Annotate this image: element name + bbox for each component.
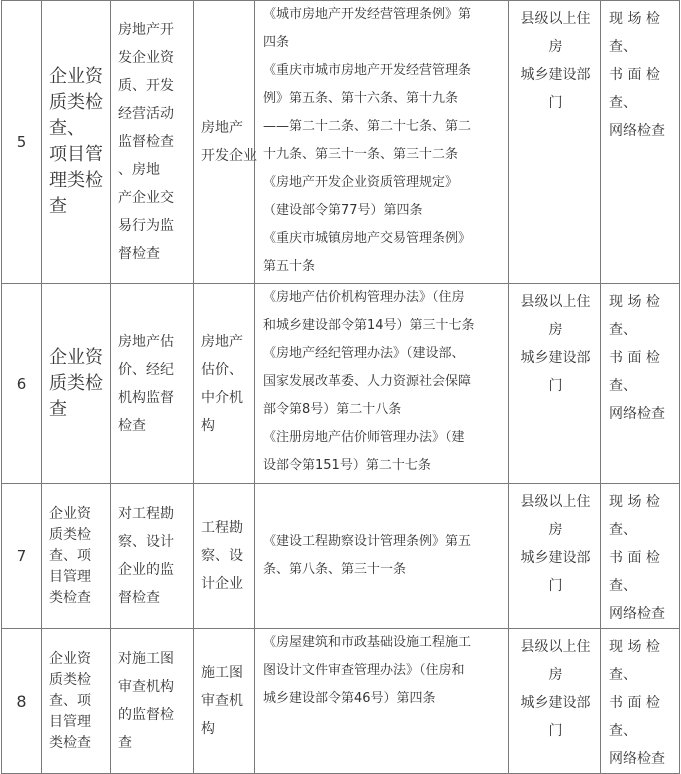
- check-category-line: 理类检: [49, 170, 103, 191]
- row-number: 8: [2, 629, 42, 774]
- check-category-line: 查、: [49, 118, 85, 139]
- legal-basis-line: 和城乡建设部令第14号）第三十七条: [263, 318, 475, 333]
- check-category: [42, 629, 111, 774]
- check-item: [111, 1, 194, 284]
- check-object-line: 房地产: [201, 120, 243, 136]
- check-object-line: 计企业: [201, 576, 243, 592]
- check-method-line: 网络检查: [609, 751, 665, 767]
- legal-basis-line: 例》第五条、第十六条、第十九条: [263, 91, 459, 106]
- check-item-line: 发企业资: [118, 50, 174, 66]
- check-category-line: 质类检: [49, 671, 91, 688]
- check-item-line: 察、设计: [118, 534, 174, 550]
- row-number: 7: [2, 484, 42, 629]
- legal-basis-line: 条、第八条、第三十一条: [263, 562, 407, 577]
- check-item: [111, 284, 194, 484]
- legal-basis-line: 城乡建设部令第46号）第四条: [263, 691, 436, 706]
- check-item-line: 检查: [118, 417, 146, 434]
- check-category-line: 类检查: [49, 734, 91, 751]
- check-department: [509, 629, 601, 774]
- legal-basis-line: 设部令第151号）第二十七条: [263, 458, 431, 473]
- check-object-line: 工程勘: [201, 520, 243, 536]
- check-object-line: 中介机: [201, 389, 243, 406]
- check-department-line: 城乡建设部: [520, 67, 591, 83]
- check-object-line: 开发企业: [201, 148, 257, 164]
- check-department-line: 房: [548, 522, 563, 538]
- check-object: [194, 629, 255, 774]
- legal-basis-line: 第五十条: [263, 259, 316, 274]
- legal-basis-line: 《重庆市城镇房地产交易管理条例》: [263, 231, 472, 246]
- check-method-line: 查、: [609, 322, 637, 338]
- row-number: 5: [2, 1, 42, 284]
- check-item: [111, 484, 194, 629]
- check-method-line: 查、: [609, 95, 637, 111]
- check-category-line: 查: [49, 196, 67, 217]
- check-department: [509, 284, 601, 484]
- legal-basis-line: 《房地产经纪管理办法》（建设部、: [263, 346, 465, 361]
- check-department-line: 县级以上住: [520, 11, 591, 27]
- check-item-line: 、房地: [118, 162, 160, 178]
- check-object-line: 察、设: [201, 548, 243, 564]
- legal-basis-line: 图设计文件审查管理办法》（住房和: [263, 663, 465, 678]
- check-category-line: 查、项: [49, 547, 91, 564]
- check-item-line: 房地产开: [118, 22, 174, 38]
- check-item-line: 易行为监: [118, 218, 174, 234]
- check-category-line: 查: [49, 398, 67, 420]
- check-method-line: 查、: [609, 39, 637, 55]
- check-item: [111, 629, 194, 774]
- legal-basis-line: 部令第8号）第二十八条: [263, 402, 402, 417]
- check-item-line: 产企业交: [118, 190, 174, 206]
- legal-basis: [255, 1, 509, 284]
- check-department-line: 门: [548, 378, 563, 394]
- check-method-line: 现 场 检: [609, 639, 660, 655]
- check-department-line: 房: [548, 39, 563, 55]
- table-body: [2, 1, 680, 774]
- check-object-line: 估价、: [201, 361, 243, 378]
- check-object-line: 房地产: [201, 333, 243, 350]
- check-department-line: 城乡建设部: [520, 550, 591, 566]
- check-method: [601, 1, 680, 284]
- legal-basis-line: （建设部令第77号）第四条: [263, 203, 423, 218]
- legal-basis-line: 国家发展改革委、人力资源社会保障: [263, 374, 472, 389]
- legal-basis-line: 四条: [263, 35, 290, 50]
- check-category-line: 目管理: [49, 568, 91, 585]
- row-number: 6: [2, 284, 42, 484]
- check-item-line: 的监督检: [118, 707, 174, 723]
- check-category: [42, 1, 111, 284]
- check-category-line: 企业资: [49, 650, 91, 667]
- check-method-line: 查、: [609, 723, 637, 739]
- check-category-line: 企业资: [49, 346, 103, 368]
- check-category-line: 质类检: [49, 526, 91, 543]
- check-item-line: 对工程勘: [118, 506, 174, 522]
- check-object-line: 构: [201, 721, 215, 737]
- check-category-line: 质类检: [49, 372, 103, 394]
- check-method: [601, 484, 680, 629]
- check-method-line: 网络检查: [609, 606, 665, 622]
- check-object: [194, 284, 255, 484]
- check-method-line: 现 场 检: [609, 494, 660, 510]
- legal-basis: [255, 484, 509, 629]
- check-department: [509, 1, 601, 284]
- check-category-line: 查、项: [49, 692, 91, 709]
- check-item-line: 房地产估: [118, 333, 174, 350]
- check-category-line: 质类检: [49, 92, 103, 113]
- legal-basis-line: 十九条、第三十一条、第三十二条: [263, 147, 459, 162]
- check-method-line: 书 面 检: [609, 550, 660, 566]
- check-object-line: 审查机: [201, 693, 243, 709]
- check-department-line: 县级以上住: [520, 294, 591, 310]
- check-category: [42, 484, 111, 629]
- check-item-line: 经营活动: [118, 106, 174, 122]
- check-method-line: 现 场 检: [609, 11, 660, 27]
- check-method-line: 书 面 检: [609, 695, 660, 711]
- check-object-line: 构: [201, 417, 215, 434]
- check-object: [194, 1, 255, 284]
- check-method: [601, 629, 680, 774]
- check-department-line: 房: [548, 322, 563, 338]
- check-department-line: 门: [548, 723, 563, 739]
- check-department-line: 房: [548, 667, 563, 683]
- check-department-line: 城乡建设部: [520, 695, 591, 711]
- check-category-line: 类检查: [49, 589, 91, 606]
- legal-basis-line: 《建设工程勘察设计管理条例》第五: [263, 534, 472, 549]
- check-method-line: 网络检查: [609, 123, 665, 139]
- check-item-line: 审查机构: [118, 679, 174, 695]
- check-method-line: 查、: [609, 667, 637, 683]
- table-row: [2, 284, 680, 484]
- check-method: [601, 284, 680, 484]
- check-department-line: 县级以上住: [520, 494, 591, 510]
- check-item-line: 督检查: [118, 590, 160, 606]
- check-department-line: 城乡建设部: [520, 350, 591, 366]
- check-category-line: 项目管: [49, 144, 103, 165]
- legal-basis-line: 《房屋建筑和市政基础设施工程施工: [263, 635, 472, 650]
- check-category-line: 企业资: [49, 505, 91, 522]
- check-item-line: 质、开发: [118, 78, 174, 94]
- check-department-line: 门: [548, 95, 563, 111]
- check-category-line: 目管理: [49, 713, 91, 730]
- legal-basis-line: 《注册房地产估价师管理办法》（建: [263, 430, 465, 445]
- check-item-line: 督检查: [118, 246, 160, 262]
- table-row: [2, 1, 680, 284]
- check-method-line: 书 面 检: [609, 350, 660, 366]
- check-method-line: 书 面 检: [609, 67, 660, 83]
- legal-basis-line: 《房地产估价机构管理办法》（住房: [263, 290, 465, 305]
- check-item-line: 对施工图: [118, 651, 174, 667]
- check-item-line: 价、经纪: [118, 361, 174, 378]
- check-item-line: 企业的监: [118, 562, 174, 578]
- legal-basis-line: 《房地产开发企业资质管理规定》: [263, 175, 459, 190]
- table-row: [2, 629, 680, 774]
- check-item-line: 监督检查: [118, 134, 174, 150]
- legal-basis: [255, 284, 509, 484]
- check-method-line: 查、: [609, 378, 637, 394]
- check-object-line: 施工图: [201, 665, 243, 681]
- check-method-line: 查、: [609, 578, 637, 594]
- check-category-line: 企业资: [49, 66, 103, 87]
- check-department: [509, 484, 601, 629]
- check-category: [42, 284, 111, 484]
- inspection-table: [1, 0, 680, 774]
- legal-basis-line: 《重庆市城市房地产开发经营管理条: [263, 63, 472, 78]
- legal-basis-line: ——第二十二条、第二十七条、第二: [263, 119, 472, 134]
- check-item-line: 查: [118, 735, 132, 751]
- check-method-line: 现 场 检: [609, 294, 660, 310]
- legal-basis-line: 《城市房地产开发经营管理条例》第: [263, 7, 472, 22]
- check-method-line: 查、: [609, 522, 637, 538]
- check-item-line: 机构监督: [118, 389, 174, 406]
- check-method-line: 网络检查: [609, 406, 665, 422]
- check-department-line: 县级以上住: [520, 639, 591, 655]
- check-object: [194, 484, 255, 629]
- table-row: [2, 484, 680, 629]
- legal-basis: [255, 629, 509, 774]
- check-department-line: 门: [548, 578, 563, 594]
